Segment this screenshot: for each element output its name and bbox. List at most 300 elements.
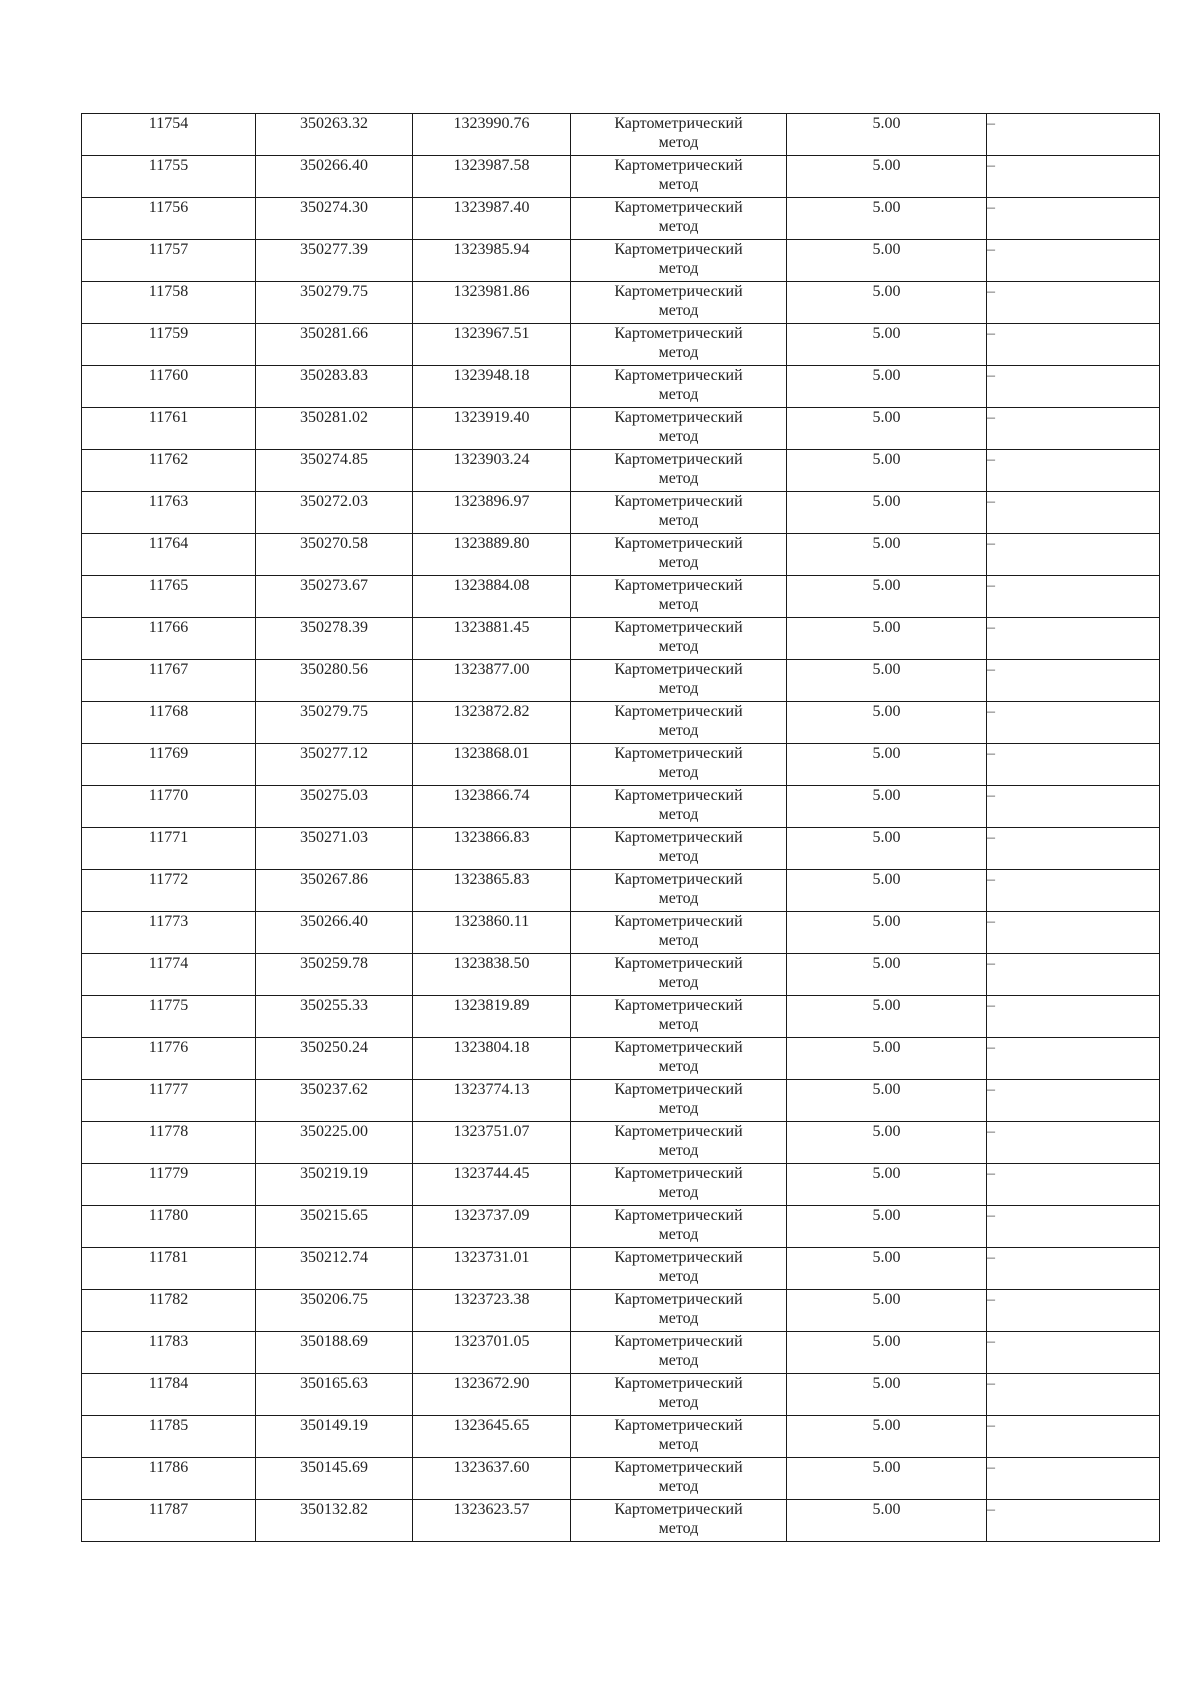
table-row bbox=[82, 1290, 1160, 1332]
method-text-line1: Картометрический bbox=[614, 829, 743, 846]
method-text-line1: Картометрический bbox=[614, 1417, 743, 1434]
accuracy-cell: 5.00 bbox=[787, 282, 987, 324]
x-coordinate-cell: 350165.63 bbox=[256, 1374, 413, 1416]
note-cell: – bbox=[987, 954, 1160, 996]
note-cell: – bbox=[987, 534, 1160, 576]
method-cell bbox=[571, 954, 787, 996]
y-coordinate-cell: 1323990.76 bbox=[413, 114, 571, 156]
x-coordinate-cell: 350132.82 bbox=[256, 1500, 413, 1542]
accuracy-cell: 5.00 bbox=[787, 408, 987, 450]
y-coordinate-cell: 1323737.09 bbox=[413, 1206, 571, 1248]
point-number-cell: 11758 bbox=[82, 282, 256, 324]
method-cell bbox=[571, 996, 787, 1038]
y-coordinate-cell: 1323623.57 bbox=[413, 1500, 571, 1542]
method-cell bbox=[571, 240, 787, 282]
method-cell bbox=[571, 912, 787, 954]
table-row bbox=[82, 1416, 1160, 1458]
table-row bbox=[82, 618, 1160, 660]
table-row bbox=[82, 828, 1160, 870]
table-row bbox=[82, 786, 1160, 828]
method-text-line2: метод bbox=[658, 1226, 699, 1243]
coordinates-table bbox=[81, 113, 1160, 1542]
accuracy-cell: 5.00 bbox=[787, 1416, 987, 1458]
point-number-cell: 11756 bbox=[82, 198, 256, 240]
note-cell: – bbox=[987, 324, 1160, 366]
method-text-line1: Картометрический bbox=[614, 283, 743, 300]
method-text-line2: метод bbox=[658, 554, 699, 571]
y-coordinate-cell: 1323701.05 bbox=[413, 1332, 571, 1374]
method-cell bbox=[571, 1416, 787, 1458]
accuracy-cell: 5.00 bbox=[787, 1206, 987, 1248]
point-number-cell: 11765 bbox=[82, 576, 256, 618]
method-text-line1: Картометрический bbox=[614, 241, 743, 258]
note-cell: – bbox=[987, 744, 1160, 786]
table-row bbox=[82, 324, 1160, 366]
x-coordinate-cell: 350279.75 bbox=[256, 702, 413, 744]
accuracy-cell: 5.00 bbox=[787, 1164, 987, 1206]
method-text-line2: метод bbox=[658, 1100, 699, 1117]
y-coordinate-cell: 1323872.82 bbox=[413, 702, 571, 744]
y-coordinate-cell: 1323838.50 bbox=[413, 954, 571, 996]
x-coordinate-cell: 350215.65 bbox=[256, 1206, 413, 1248]
method-text-line1: Картометрический bbox=[614, 1123, 743, 1140]
method-text-line1: Картометрический bbox=[614, 493, 743, 510]
method-text-line2: метод bbox=[658, 1268, 699, 1285]
point-number-cell: 11777 bbox=[82, 1080, 256, 1122]
method-text-line2: метод bbox=[658, 470, 699, 487]
table-row bbox=[82, 576, 1160, 618]
table-row bbox=[82, 1332, 1160, 1374]
y-coordinate-cell: 1323744.45 bbox=[413, 1164, 571, 1206]
method-cell bbox=[571, 870, 787, 912]
note-cell: – bbox=[987, 660, 1160, 702]
y-coordinate-cell: 1323877.00 bbox=[413, 660, 571, 702]
method-text-line2: метод bbox=[658, 1520, 699, 1537]
method-text-line1: Картометрический bbox=[614, 745, 743, 762]
table-row bbox=[82, 912, 1160, 954]
point-number-cell: 11771 bbox=[82, 828, 256, 870]
note-cell: – bbox=[987, 1416, 1160, 1458]
y-coordinate-cell: 1323751.07 bbox=[413, 1122, 571, 1164]
point-number-cell: 11767 bbox=[82, 660, 256, 702]
method-text-line2: метод bbox=[658, 680, 699, 697]
method-cell bbox=[571, 324, 787, 366]
y-coordinate-cell: 1323884.08 bbox=[413, 576, 571, 618]
point-number-cell: 11757 bbox=[82, 240, 256, 282]
x-coordinate-cell: 350279.75 bbox=[256, 282, 413, 324]
method-text-line2: метод bbox=[658, 1478, 699, 1495]
point-number-cell: 11766 bbox=[82, 618, 256, 660]
accuracy-cell: 5.00 bbox=[787, 1038, 987, 1080]
note-cell: – bbox=[987, 1332, 1160, 1374]
table-row bbox=[82, 702, 1160, 744]
method-text-line1: Картометрический bbox=[614, 199, 743, 216]
note-cell: – bbox=[987, 618, 1160, 660]
note-cell: – bbox=[987, 282, 1160, 324]
x-coordinate-cell: 350281.02 bbox=[256, 408, 413, 450]
point-number-cell: 11787 bbox=[82, 1500, 256, 1542]
accuracy-cell: 5.00 bbox=[787, 114, 987, 156]
accuracy-cell: 5.00 bbox=[787, 1080, 987, 1122]
point-number-cell: 11785 bbox=[82, 1416, 256, 1458]
y-coordinate-cell: 1323865.83 bbox=[413, 870, 571, 912]
accuracy-cell: 5.00 bbox=[787, 828, 987, 870]
method-cell bbox=[571, 576, 787, 618]
table-row bbox=[82, 282, 1160, 324]
table-row bbox=[82, 1458, 1160, 1500]
method-cell bbox=[571, 702, 787, 744]
accuracy-cell: 5.00 bbox=[787, 324, 987, 366]
point-number-cell: 11782 bbox=[82, 1290, 256, 1332]
note-cell: – bbox=[987, 1080, 1160, 1122]
table-row bbox=[82, 534, 1160, 576]
point-number-cell: 11762 bbox=[82, 450, 256, 492]
point-number-cell: 11759 bbox=[82, 324, 256, 366]
method-text-line1: Картометрический bbox=[614, 1291, 743, 1308]
method-text-line2: метод bbox=[658, 890, 699, 907]
y-coordinate-cell: 1323645.65 bbox=[413, 1416, 571, 1458]
x-coordinate-cell: 350277.39 bbox=[256, 240, 413, 282]
table-row bbox=[82, 1080, 1160, 1122]
method-text-line1: Картометрический bbox=[614, 325, 743, 342]
note-cell: – bbox=[987, 408, 1160, 450]
method-cell bbox=[571, 408, 787, 450]
method-text-line2: метод bbox=[658, 344, 699, 361]
accuracy-cell: 5.00 bbox=[787, 1458, 987, 1500]
method-text-line1: Картометрический bbox=[614, 913, 743, 930]
x-coordinate-cell: 350212.74 bbox=[256, 1248, 413, 1290]
note-cell: – bbox=[987, 156, 1160, 198]
x-coordinate-cell: 350149.19 bbox=[256, 1416, 413, 1458]
method-text-line1: Картометрический bbox=[614, 1501, 743, 1518]
note-cell: – bbox=[987, 996, 1160, 1038]
accuracy-cell: 5.00 bbox=[787, 450, 987, 492]
method-text-line1: Картометрический bbox=[614, 1207, 743, 1224]
method-text-line1: Картометрический bbox=[614, 871, 743, 888]
accuracy-cell: 5.00 bbox=[787, 744, 987, 786]
y-coordinate-cell: 1323731.01 bbox=[413, 1248, 571, 1290]
method-text-line1: Картометрический bbox=[614, 997, 743, 1014]
note-cell: – bbox=[987, 1122, 1160, 1164]
method-cell bbox=[571, 1248, 787, 1290]
accuracy-cell: 5.00 bbox=[787, 1290, 987, 1332]
method-cell bbox=[571, 114, 787, 156]
table-row bbox=[82, 996, 1160, 1038]
accuracy-cell: 5.00 bbox=[787, 1500, 987, 1542]
table-row bbox=[82, 1164, 1160, 1206]
x-coordinate-cell: 350270.58 bbox=[256, 534, 413, 576]
method-cell bbox=[571, 492, 787, 534]
method-text-line2: метод bbox=[658, 596, 699, 613]
method-text-line2: метод bbox=[658, 932, 699, 949]
method-text-line2: метод bbox=[658, 1184, 699, 1201]
accuracy-cell: 5.00 bbox=[787, 870, 987, 912]
y-coordinate-cell: 1323948.18 bbox=[413, 366, 571, 408]
x-coordinate-cell: 350272.03 bbox=[256, 492, 413, 534]
table-row bbox=[82, 1206, 1160, 1248]
note-cell: – bbox=[987, 1248, 1160, 1290]
table-row bbox=[82, 1122, 1160, 1164]
x-coordinate-cell: 350263.32 bbox=[256, 114, 413, 156]
note-cell: – bbox=[987, 450, 1160, 492]
coordinates-table-body bbox=[82, 114, 1160, 1542]
y-coordinate-cell: 1323987.40 bbox=[413, 198, 571, 240]
method-text-line1: Картометрический bbox=[614, 157, 743, 174]
table-row bbox=[82, 1038, 1160, 1080]
y-coordinate-cell: 1323896.97 bbox=[413, 492, 571, 534]
note-cell: – bbox=[987, 492, 1160, 534]
table-row bbox=[82, 954, 1160, 996]
note-cell: – bbox=[987, 870, 1160, 912]
accuracy-cell: 5.00 bbox=[787, 702, 987, 744]
note-cell: – bbox=[987, 1374, 1160, 1416]
table-row bbox=[82, 870, 1160, 912]
point-number-cell: 11769 bbox=[82, 744, 256, 786]
x-coordinate-cell: 350266.40 bbox=[256, 912, 413, 954]
method-cell bbox=[571, 1206, 787, 1248]
method-text-line2: метод bbox=[658, 806, 699, 823]
table-row bbox=[82, 1248, 1160, 1290]
accuracy-cell: 5.00 bbox=[787, 996, 987, 1038]
method-cell bbox=[571, 282, 787, 324]
accuracy-cell: 5.00 bbox=[787, 240, 987, 282]
accuracy-cell: 5.00 bbox=[787, 492, 987, 534]
method-text-line1: Картометрический bbox=[614, 1375, 743, 1392]
method-text-line1: Картометрический bbox=[614, 1081, 743, 1098]
y-coordinate-cell: 1323967.51 bbox=[413, 324, 571, 366]
method-cell bbox=[571, 1038, 787, 1080]
x-coordinate-cell: 350281.66 bbox=[256, 324, 413, 366]
method-cell bbox=[571, 1122, 787, 1164]
note-cell: – bbox=[987, 1290, 1160, 1332]
note-cell: – bbox=[987, 198, 1160, 240]
method-text-line1: Картометрический bbox=[614, 409, 743, 426]
point-number-cell: 11754 bbox=[82, 114, 256, 156]
note-cell: – bbox=[987, 828, 1160, 870]
table-row bbox=[82, 450, 1160, 492]
x-coordinate-cell: 350267.86 bbox=[256, 870, 413, 912]
method-text-line2: метод bbox=[658, 1352, 699, 1369]
table-row bbox=[82, 492, 1160, 534]
y-coordinate-cell: 1323866.83 bbox=[413, 828, 571, 870]
y-coordinate-cell: 1323860.11 bbox=[413, 912, 571, 954]
method-text-line2: метод bbox=[658, 722, 699, 739]
method-text-line2: метод bbox=[658, 974, 699, 991]
method-text-line1: Картометрический bbox=[614, 535, 743, 552]
note-cell: – bbox=[987, 366, 1160, 408]
point-number-cell: 11773 bbox=[82, 912, 256, 954]
note-cell: – bbox=[987, 1458, 1160, 1500]
x-coordinate-cell: 350145.69 bbox=[256, 1458, 413, 1500]
point-number-cell: 11778 bbox=[82, 1122, 256, 1164]
method-cell bbox=[571, 1080, 787, 1122]
accuracy-cell: 5.00 bbox=[787, 954, 987, 996]
x-coordinate-cell: 350274.85 bbox=[256, 450, 413, 492]
x-coordinate-cell: 350219.19 bbox=[256, 1164, 413, 1206]
method-cell bbox=[571, 450, 787, 492]
method-text-line2: метод bbox=[658, 638, 699, 655]
y-coordinate-cell: 1323881.45 bbox=[413, 618, 571, 660]
point-number-cell: 11783 bbox=[82, 1332, 256, 1374]
table-row bbox=[82, 156, 1160, 198]
table-row bbox=[82, 198, 1160, 240]
y-coordinate-cell: 1323981.86 bbox=[413, 282, 571, 324]
y-coordinate-cell: 1323672.90 bbox=[413, 1374, 571, 1416]
method-cell bbox=[571, 198, 787, 240]
point-number-cell: 11764 bbox=[82, 534, 256, 576]
method-cell bbox=[571, 828, 787, 870]
y-coordinate-cell: 1323723.38 bbox=[413, 1290, 571, 1332]
method-cell bbox=[571, 660, 787, 702]
y-coordinate-cell: 1323637.60 bbox=[413, 1458, 571, 1500]
y-coordinate-cell: 1323985.94 bbox=[413, 240, 571, 282]
method-text-line2: метод bbox=[658, 134, 699, 151]
method-cell bbox=[571, 786, 787, 828]
method-cell bbox=[571, 1458, 787, 1500]
point-number-cell: 11774 bbox=[82, 954, 256, 996]
table-row bbox=[82, 114, 1160, 156]
method-cell bbox=[571, 534, 787, 576]
point-number-cell: 11780 bbox=[82, 1206, 256, 1248]
table-row bbox=[82, 240, 1160, 282]
accuracy-cell: 5.00 bbox=[787, 786, 987, 828]
table-row bbox=[82, 408, 1160, 450]
method-cell bbox=[571, 1332, 787, 1374]
accuracy-cell: 5.00 bbox=[787, 576, 987, 618]
note-cell: – bbox=[987, 702, 1160, 744]
point-number-cell: 11770 bbox=[82, 786, 256, 828]
method-cell bbox=[571, 1164, 787, 1206]
method-text-line2: метод bbox=[658, 386, 699, 403]
note-cell: – bbox=[987, 912, 1160, 954]
method-text-line2: метод bbox=[658, 218, 699, 235]
method-text-line2: метод bbox=[658, 1310, 699, 1327]
note-cell: – bbox=[987, 1038, 1160, 1080]
method-text-line2: метод bbox=[658, 512, 699, 529]
x-coordinate-cell: 350277.12 bbox=[256, 744, 413, 786]
table-row bbox=[82, 744, 1160, 786]
accuracy-cell: 5.00 bbox=[787, 1332, 987, 1374]
y-coordinate-cell: 1323866.74 bbox=[413, 786, 571, 828]
accuracy-cell: 5.00 bbox=[787, 156, 987, 198]
note-cell: – bbox=[987, 576, 1160, 618]
accuracy-cell: 5.00 bbox=[787, 1374, 987, 1416]
method-text-line1: Картометрический bbox=[614, 1165, 743, 1182]
point-number-cell: 11776 bbox=[82, 1038, 256, 1080]
point-number-cell: 11779 bbox=[82, 1164, 256, 1206]
method-text-line1: Картометрический bbox=[614, 367, 743, 384]
method-text-line2: метод bbox=[658, 1058, 699, 1075]
accuracy-cell: 5.00 bbox=[787, 1122, 987, 1164]
method-cell bbox=[571, 156, 787, 198]
x-coordinate-cell: 350250.24 bbox=[256, 1038, 413, 1080]
accuracy-cell: 5.00 bbox=[787, 1248, 987, 1290]
point-number-cell: 11772 bbox=[82, 870, 256, 912]
note-cell: – bbox=[987, 1164, 1160, 1206]
y-coordinate-cell: 1323774.13 bbox=[413, 1080, 571, 1122]
method-text-line2: метод bbox=[658, 428, 699, 445]
accuracy-cell: 5.00 bbox=[787, 618, 987, 660]
note-cell: – bbox=[987, 114, 1160, 156]
method-text-line2: метод bbox=[658, 1394, 699, 1411]
method-text-line2: метод bbox=[658, 848, 699, 865]
method-cell bbox=[571, 366, 787, 408]
table-row bbox=[82, 660, 1160, 702]
y-coordinate-cell: 1323919.40 bbox=[413, 408, 571, 450]
note-cell: – bbox=[987, 1206, 1160, 1248]
method-cell bbox=[571, 618, 787, 660]
point-number-cell: 11775 bbox=[82, 996, 256, 1038]
x-coordinate-cell: 350280.56 bbox=[256, 660, 413, 702]
method-text-line1: Картометрический bbox=[614, 955, 743, 972]
note-cell: – bbox=[987, 1500, 1160, 1542]
point-number-cell: 11781 bbox=[82, 1248, 256, 1290]
method-text-line2: метод bbox=[658, 302, 699, 319]
method-text-line2: метод bbox=[658, 1142, 699, 1159]
method-text-line1: Картометрический bbox=[614, 619, 743, 636]
y-coordinate-cell: 1323804.18 bbox=[413, 1038, 571, 1080]
note-cell: – bbox=[987, 786, 1160, 828]
accuracy-cell: 5.00 bbox=[787, 198, 987, 240]
x-coordinate-cell: 350273.67 bbox=[256, 576, 413, 618]
method-cell bbox=[571, 1290, 787, 1332]
table-row bbox=[82, 1500, 1160, 1542]
x-coordinate-cell: 350259.78 bbox=[256, 954, 413, 996]
y-coordinate-cell: 1323889.80 bbox=[413, 534, 571, 576]
method-text-line1: Картометрический bbox=[614, 577, 743, 594]
method-text-line2: метод bbox=[658, 1016, 699, 1033]
point-number-cell: 11755 bbox=[82, 156, 256, 198]
x-coordinate-cell: 350237.62 bbox=[256, 1080, 413, 1122]
y-coordinate-cell: 1323868.01 bbox=[413, 744, 571, 786]
x-coordinate-cell: 350275.03 bbox=[256, 786, 413, 828]
x-coordinate-cell: 350225.00 bbox=[256, 1122, 413, 1164]
method-text-line2: метод bbox=[658, 764, 699, 781]
point-number-cell: 11786 bbox=[82, 1458, 256, 1500]
x-coordinate-cell: 350188.69 bbox=[256, 1332, 413, 1374]
accuracy-cell: 5.00 bbox=[787, 534, 987, 576]
point-number-cell: 11760 bbox=[82, 366, 256, 408]
point-number-cell: 11784 bbox=[82, 1374, 256, 1416]
method-cell bbox=[571, 1500, 787, 1542]
method-text-line2: метод bbox=[658, 260, 699, 277]
x-coordinate-cell: 350271.03 bbox=[256, 828, 413, 870]
method-text-line1: Картометрический bbox=[614, 787, 743, 804]
y-coordinate-cell: 1323987.58 bbox=[413, 156, 571, 198]
method-cell bbox=[571, 744, 787, 786]
accuracy-cell: 5.00 bbox=[787, 660, 987, 702]
x-coordinate-cell: 350206.75 bbox=[256, 1290, 413, 1332]
x-coordinate-cell: 350283.83 bbox=[256, 366, 413, 408]
table-row bbox=[82, 366, 1160, 408]
method-text-line1: Картометрический bbox=[614, 1249, 743, 1266]
note-cell: – bbox=[987, 240, 1160, 282]
method-text-line1: Картометрический bbox=[614, 115, 743, 132]
x-coordinate-cell: 350278.39 bbox=[256, 618, 413, 660]
table-row bbox=[82, 1374, 1160, 1416]
point-number-cell: 11768 bbox=[82, 702, 256, 744]
x-coordinate-cell: 350255.33 bbox=[256, 996, 413, 1038]
x-coordinate-cell: 350274.30 bbox=[256, 198, 413, 240]
accuracy-cell: 5.00 bbox=[787, 366, 987, 408]
method-text-line1: Картометрический bbox=[614, 1333, 743, 1350]
y-coordinate-cell: 1323903.24 bbox=[413, 450, 571, 492]
point-number-cell: 11761 bbox=[82, 408, 256, 450]
y-coordinate-cell: 1323819.89 bbox=[413, 996, 571, 1038]
x-coordinate-cell: 350266.40 bbox=[256, 156, 413, 198]
method-cell bbox=[571, 1374, 787, 1416]
method-text-line2: метод bbox=[658, 1436, 699, 1453]
